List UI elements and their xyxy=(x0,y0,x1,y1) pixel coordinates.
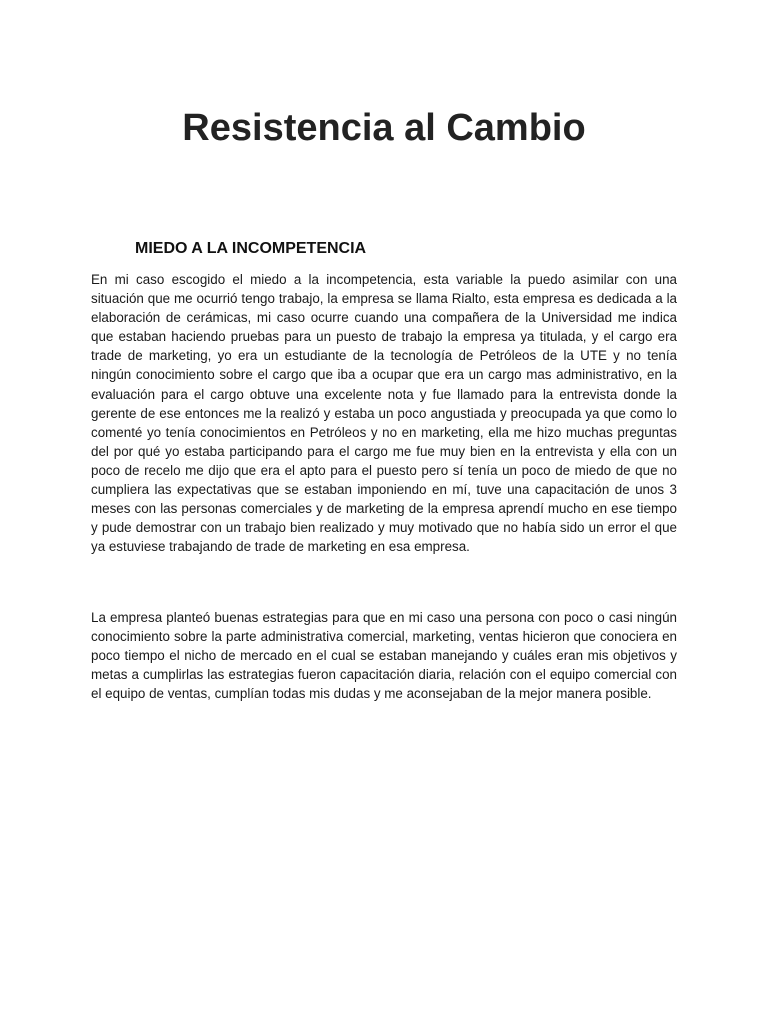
section-heading: MIEDO A LA INCOMPETENCIA xyxy=(135,240,367,257)
body-paragraph-2: La empresa planteó buenas estrategias para que en mi caso una persona con poco o casi ningún conocimiento sobre la parte administrativa comercial, marketing, ventas hicieron que conociera en poco tiempo el nicho de mercado en el cual se estaban manejando y cuáles eran mis objetivos y metas a cumplirlas las estrategias fueron capacitación diaria, relación con el equipo comercial con el equipo de ventas, cumplían todas mis dudas y me aconsejaban de la mejor manera posible. xyxy=(91,610,677,702)
document-title: Resistencia al Cambio xyxy=(182,107,586,149)
body-paragraph-1: En mi caso escogido el miedo a la incompetencia, esta variable la puedo asimilar con una situación que me ocurrió tengo trabajo, la empresa se llama Rialto, esta empresa es dedicada a la elaboración de cerámicas, mi caso ocurre cuando una compañera de la Universidad me indica que estaban haciendo pruebas para un puesto de trabajo la empresa ya titulada, y el cargo era trade de marketing, yo era un estudiante de la tecnología de Petróleos de la UTE y no tenía ningún conocimiento sobre el cargo que iba a ocupar que era un cargo mas administrativo, en la evaluación para el cargo obtuve una excelente nota y fue llamado para la entrevista donde la gerente de ese entonces me la realizó y estaba un poco angustiada y preocupada ya que como lo comenté yo tenía conocimientos en Petróleos y no en marketing, ella me hizo muchas preguntas del por qué yo estaba participando para el cargo me fue muy bien en la entrevista y ella con un poco de recelo me dijo que era el apto para el puesto pero sí tenía un poco de miedo de que no cumpliera las expectativas que se estaban imponiendo en mí, tuve una capacitación de unos 3 meses con las personas comerciales y de marketing de la empresa aprendí mucho en ese tiempo y pude demostrar con un trabajo bien realizado y muy motivado que no había sido un error el que ya estuviese trabajando de trade de marketing en esa empresa. xyxy=(91,272,677,555)
